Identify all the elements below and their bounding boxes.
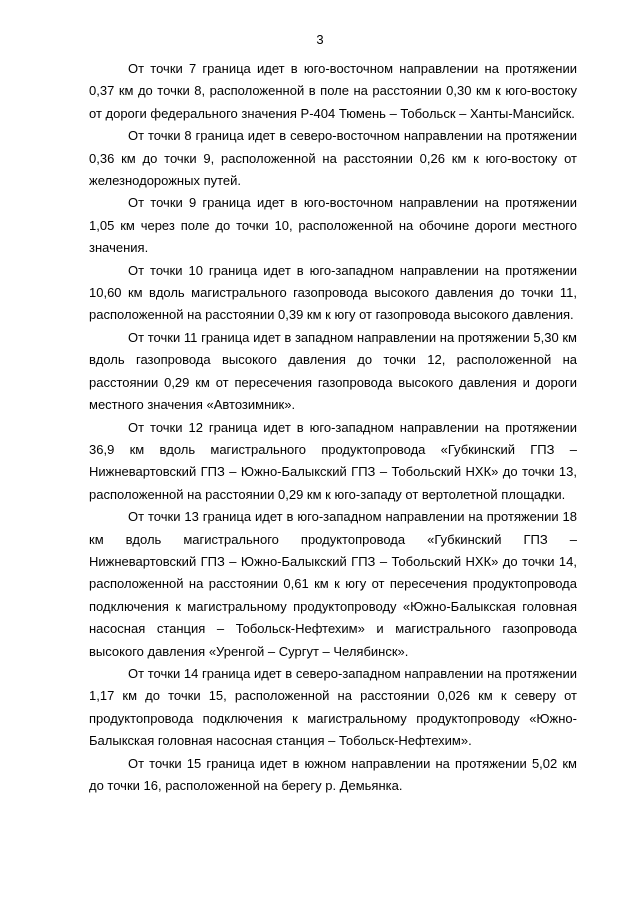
paragraph-point-15: От точки 15 граница идет в южном направлении на протяжении 5,02 км до точки 16, расположенной на берегу р. Демьянка. bbox=[89, 755, 577, 793]
page-number: 3 bbox=[316, 32, 324, 47]
paragraph-point-12: От точки 12 граница идет в юго-западном направлении на протяжении 36,9 км вдоль магистрального продуктопровода «Губкинский ГПЗ – Нижневартовский ГПЗ – Южно-Балыкский ГПЗ – Тобольский НХК» до точки 13, расположенной на расстоянии 0,29 км к юго-западу от вертолетной площадки. bbox=[89, 419, 577, 502]
document-body bbox=[89, 58, 577, 797]
paragraph-point-10: От точки 10 граница идет в юго-западном направлении на протяжении 10,60 км вдоль магистрального газопровода высокого давления до точки 11, расположенной на расстоянии 0,39 км к югу от газопровода высокого давления. bbox=[89, 262, 577, 323]
paragraph-point-8: От точки 8 граница идет в северо-восточном направлении на протяжении 0,36 км до точки 9, расположенной на расстоянии 0,26 км к юго-востоку от железнодорожных путей. bbox=[89, 128, 577, 189]
paragraph-point-14: От точки 14 граница идет в северо-западном направлении на протяжении 1,17 км до точки 15, расположенной на расстоянии 0,026 км к северу от продуктопровода подключения к магистральному продуктопроводу «Южно-Балыкская головная насосная станция – Тобольск-Нефтехим». bbox=[89, 665, 577, 749]
paragraph-point-7: От точки 7 граница идет в юго-восточном направлении на протяжении 0,37 км до точки 8, расположенной в поле на расстоянии 0,30 км к юго-востоку от дороги федерального значения Р-404 Тюмень – Тобольск – Ханты-Мансийск. bbox=[89, 61, 577, 121]
paragraph-point-13: От точки 13 граница идет в юго-западном направлении на протяжении 18 км вдоль магистрального продуктопровода «Губкинский ГПЗ – Нижневартовский ГПЗ – Южно-Балыкский ГПЗ – Тобольский НХК» до точки 14, расположенной на расстоянии 0,61 км к югу от пересечения продуктопровода подключения к магистральному продуктопроводу «Южно-Балыкская головная насосная станция – Тобольск-Нефтехим» и магистрального газопровода высокого давления «Уренгой – Сургут – Челябинск». bbox=[89, 509, 577, 659]
paragraph-point-11: От точки 11 граница идет в западном направлении на протяжении 5,30 км вдоль газопровода высокого давления до точки 12, расположенной на расстоянии 0,29 км от пересечения газопровода высокого давления и дороги местного значения «Автозимник». bbox=[89, 329, 577, 413]
paragraph-point-9: От точки 9 граница идет в юго-восточном направлении на протяжении 1,05 км через поле до точки 10, расположенной на обочине дороги местного значения. bbox=[89, 195, 577, 256]
